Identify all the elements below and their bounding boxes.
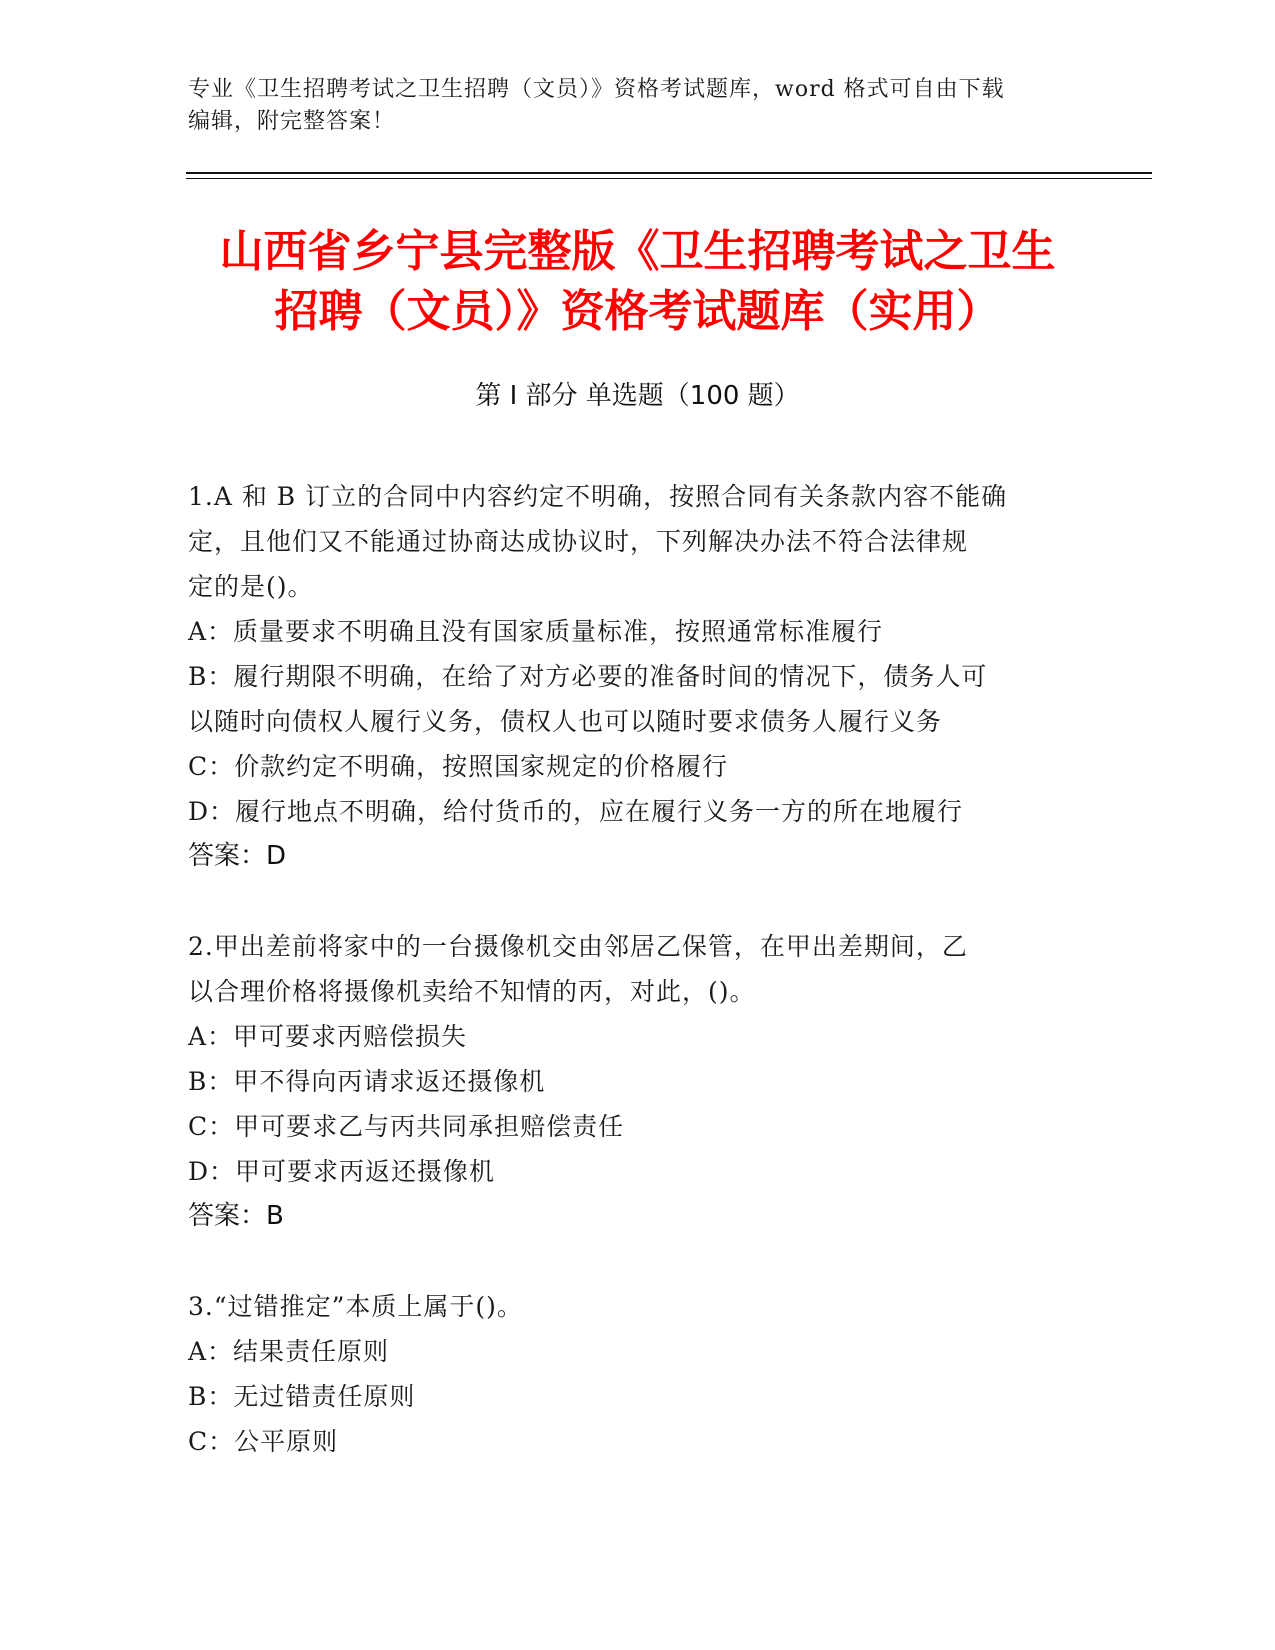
document-title-line: 招聘（文员）》资格考试题库（实用） [274, 286, 1001, 337]
option-d: D：甲可要求丙返还摄像机 [188, 1157, 496, 1186]
question-stem: 2.甲出差前将家中的一台摄像机交由邻居乙保管，在甲出差期间，乙 [188, 932, 968, 961]
option-c: C：价款约定不明确，按照国家规定的价格履行 [188, 752, 729, 781]
question-stem: 1.A 和 B 订立的合同中内容约定不明确，按照合同有关条款内容不能确 [188, 482, 1008, 511]
header-note [188, 74, 1088, 138]
question-list [188, 474, 1098, 1509]
option-a: A：结果责任原则 [188, 1337, 390, 1366]
section-heading: 第 I 部分 单选题（100 题） [475, 381, 800, 411]
question-stem: 3.“过错推定”本质上属于()。 [188, 1292, 523, 1321]
header-note-line: 专业《卫生招聘考试之卫生招聘（文员）》资格考试题库，word 格式可自由下载 [188, 77, 1005, 102]
option-b-continued: 以随时向债权人履行义务，债权人也可以随时要求债务人履行义务 [188, 707, 943, 736]
option-b: B：无过错责任原则 [188, 1382, 416, 1411]
question-stem: 定的是()。 [188, 572, 314, 601]
option-b: B：履行期限不明确，在给了对方必要的准备时间的情况下，债务人可 [188, 662, 988, 691]
option-c: C：甲可要求乙与丙共同承担赔偿责任 [188, 1112, 625, 1141]
question-stem: 以合理价格将摄像机卖给不知情的丙，对此，()。 [188, 977, 756, 1006]
option-c: C：公平原则 [188, 1427, 339, 1456]
option-a: A：质量要求不明确且没有国家质量标准，按照通常标准履行 [188, 617, 884, 646]
answer-label: 答案：D [188, 841, 287, 871]
question-2 [188, 924, 1098, 1239]
question-3 [188, 1284, 1098, 1464]
option-d: D：履行地点不明确，给付货币的，应在履行义务一方的所在地履行 [188, 797, 964, 826]
option-b: B：甲不得向丙请求返还摄像机 [188, 1067, 546, 1096]
question-stem: 定，且他们又不能通过协商达成协议时，下列解决办法不符合法律规 [188, 527, 969, 556]
option-a: A：甲可要求丙赔偿损失 [188, 1022, 468, 1051]
answer-label: 答案：B [188, 1201, 284, 1231]
header-note-line: 编辑，附完整答案！ [188, 109, 396, 134]
document-title [150, 222, 1125, 342]
document-title-line: 山西省乡宁县完整版《卫生招聘考试之卫生 [219, 226, 1056, 277]
question-1 [188, 474, 1098, 879]
header-divider-thin [186, 178, 1152, 179]
header-divider-thick [186, 172, 1152, 174]
